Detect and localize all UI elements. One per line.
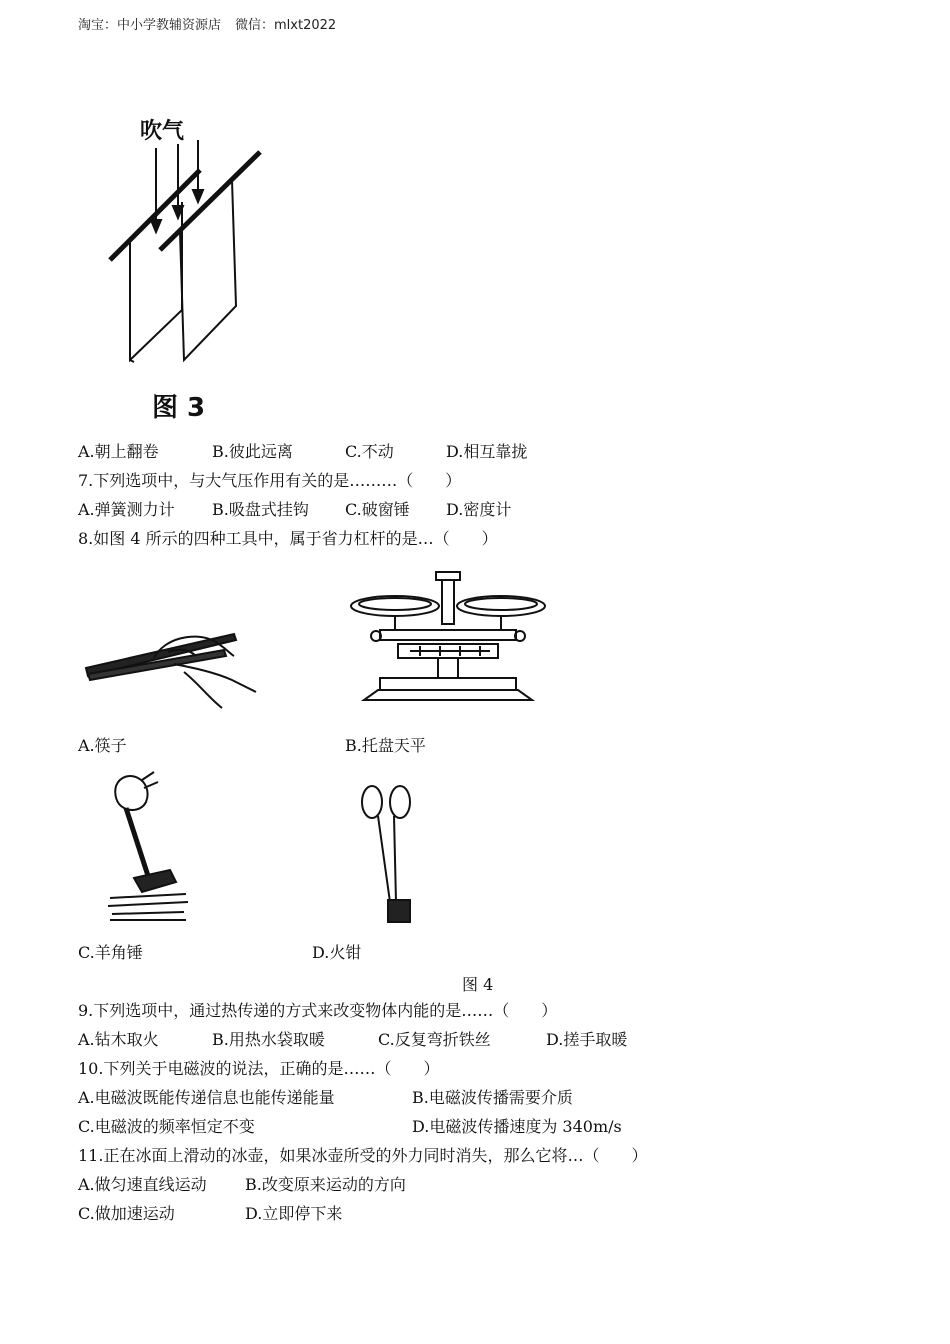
figure-3-caption: 图 3 bbox=[152, 393, 206, 423]
q8-option-c: C.羊角锤 bbox=[78, 943, 143, 962]
q7-option-b: B.吸盘式挂钩 bbox=[212, 500, 309, 519]
q6-option-d: D.相互靠拢 bbox=[446, 442, 528, 461]
figure-3-blow-label: 吹气 bbox=[140, 119, 185, 144]
q11-option-c: C.做加速运动 bbox=[78, 1204, 175, 1223]
q10-option-d: D.电磁波传播速度为 340m/s bbox=[412, 1117, 622, 1136]
q8-option-b: B.托盘天平 bbox=[345, 736, 426, 755]
header-shop: 淘宝：中小学教辅资源店 bbox=[78, 18, 222, 33]
q9-option-b: B.用热水袋取暖 bbox=[212, 1030, 325, 1049]
q10-stem: 10.下列关于电磁波的说法，正确的是……（ ） bbox=[78, 1059, 440, 1078]
q9-stem: 9.下列选项中，通过热传递的方式来改变物体内能的是……（ ） bbox=[78, 1001, 558, 1020]
header-wechat: 微信：mlxt2022 bbox=[235, 18, 337, 33]
q11-stem: 11.正在冰面上滑动的冰壶，如果冰壶所受的外力同时消失，那么它将…（ ） bbox=[78, 1146, 648, 1165]
q7-stem: 7.下列选项中，与大气压作用有关的是………（ ） bbox=[78, 471, 462, 490]
q9-option-a: A.钻木取火 bbox=[78, 1030, 159, 1049]
q6-option-a: A.朝上翻卷 bbox=[78, 442, 159, 461]
q6-option-b: B.彼此远离 bbox=[212, 442, 293, 461]
balance-illustration bbox=[350, 568, 546, 708]
figure-4-caption: 图 4 bbox=[462, 975, 494, 994]
q10-option-c: C.电磁波的频率恒定不变 bbox=[78, 1117, 255, 1136]
fire-tongs-illustration bbox=[358, 784, 414, 928]
page-header bbox=[78, 14, 336, 33]
q9-option-c: C.反复弯折铁丝 bbox=[378, 1030, 491, 1049]
q11-option-d: D.立即停下来 bbox=[245, 1204, 343, 1223]
q8-option-d: D.火钳 bbox=[312, 943, 362, 962]
q7-option-c: C.破窗锤 bbox=[345, 500, 410, 519]
q9-option-d: D.搓手取暖 bbox=[546, 1030, 628, 1049]
claw-hammer-illustration bbox=[106, 770, 192, 926]
q8-stem: 8.如图 4 所示的四种工具中，属于省力杠杆的是…（ ） bbox=[78, 529, 498, 548]
q7-option-a: A.弹簧测力计 bbox=[78, 500, 175, 519]
q6-option-c: C.不动 bbox=[345, 442, 394, 461]
q7-option-d: D.密度计 bbox=[446, 500, 512, 519]
q10-option-b: B.电磁波传播需要介质 bbox=[412, 1088, 573, 1107]
q10-option-a: A.电磁波既能传递信息也能传递能量 bbox=[78, 1088, 335, 1107]
q8-option-a: A.筷子 bbox=[78, 736, 127, 755]
figure-3-paper-sheets bbox=[100, 110, 280, 430]
q11-option-a: A.做匀速直线运动 bbox=[78, 1175, 207, 1194]
q11-option-b: B.改变原来运动的方向 bbox=[245, 1175, 406, 1194]
chopsticks-illustration bbox=[84, 628, 264, 714]
